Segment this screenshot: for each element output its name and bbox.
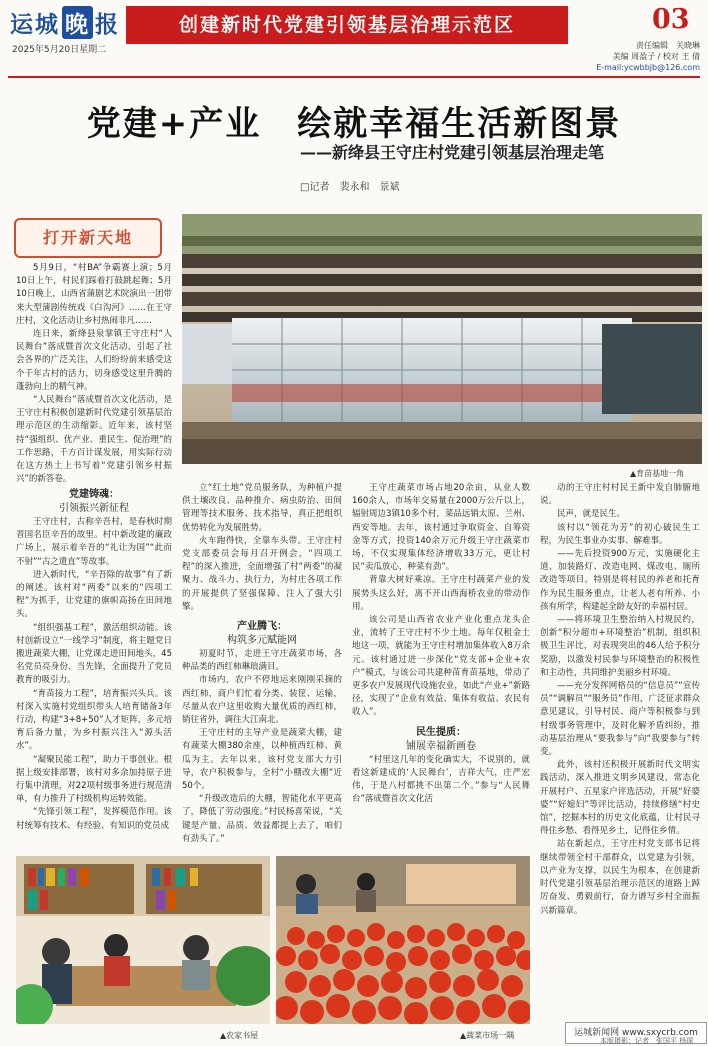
paragraph: 动的王守庄村村民王新中发自肺腑地说。 <box>540 483 700 507</box>
article-byline: □记者 裴永和 景斌 <box>300 182 400 193</box>
subheading: 民生提质： <box>416 726 466 738</box>
text-column <box>16 262 172 486</box>
paragraph: 该公司是山西省农业产业化重点龙头企业，流转了王守庄村不少土地。每年仅租金土地这一项，就能为王守庄村增加集体收入8万余元。该村通过进一步深化“党支部+企业+农户”模式，与该公司共建种苗育苗基地，带动了更多农户发展现代设施农业，如此“产业+”新路径，实现了“企业有效益、集体有收益、农民有收入”。 <box>352 615 530 718</box>
page-header <box>0 0 708 80</box>
paragraph: 王守庄村，古称辛吾村，是春秋时期晋国名臣辛吾的故里。村中新改建的廉政广场上，展示着辛吾的“礼让为国”“此而不射”“古之遗直”等故事。 <box>16 517 172 567</box>
paragraph: 连日来，新绛县泉掌镇王守庄村“人民舞台”落成暨首次文化活动，引起了社会各界的广泛关注，人们纷纷前来感受这个千年古村的活力，切身感受这里升腾的蓬勃向上的精气神。 <box>16 329 172 392</box>
header-rule <box>8 76 700 78</box>
credit-email[interactable]: E-mail:ycwbbjb@126.com <box>596 63 700 72</box>
masthead-part: 报 <box>95 11 120 38</box>
library-illustration <box>16 856 270 1024</box>
publication-date: 2025年5月20日星期二 <box>12 45 107 55</box>
paragraph: ——充分发挥网格员的“信息员”“宣传员”“调解员”“服务员”作用，广泛征求群众意见建议，引导村民、商户等积极参与到村级事务管理中，及时化解矛盾纠纷，推动基层治理从“要我参与”向“我要参与”转变。 <box>540 681 700 758</box>
page-number: 03 <box>652 4 690 35</box>
subheading: 党建铸魂： <box>69 489 119 500</box>
library-photo <box>16 856 270 1024</box>
photo-caption: ▲蔬菜市场一隅 <box>460 1031 515 1040</box>
paragraph: “先锋引领工程”，发挥模范作用。该村统筹有技术、有经验、有知识的党员成 <box>16 807 172 831</box>
paragraph: “组织强基工程”，激活组织动能。该村创新设立“一线学习”制度，将主题党日搬进蔬菜大棚，让党课走进田间地头，45名党员亮身份、当先锋，全面提升了党员教育的吸引力。 <box>16 622 172 686</box>
paragraph: 5月9日，“村BA”争霸赛上演；5月10日上午，村民们踩着打鼓跳起舞；5月10日晚上，山西省蒲剧艺术院演出一团带来大型蒲剧传统戏《白沟河》……在王守庄村，文化活动让乡村热闹非凡…… <box>16 263 172 326</box>
paragraph: “育苗接力工程”，培育振兴头兵。该村深入实施村党组织带头人培育储备3年行动，构建“3+8+50”人才矩阵，多元培育后备力量，为乡村振兴注入“源头活水”。 <box>16 688 172 752</box>
section-banner-text: 创建新时代党建引领基层治理示范区 <box>178 14 515 36</box>
article-subtitle: ——新绛县王守庄村党建引领基层治理走笔 <box>300 143 605 162</box>
subheading-sub: 构筑多元赋能网 <box>227 635 297 647</box>
paragraph: 民声，就是民生。 <box>557 509 626 520</box>
credit-editor: 责任编辑 关晓琳 <box>636 41 700 50</box>
paragraph: 该村以“领花为芳”的初心破民生工程，为民生事业办实事、解难事。 <box>540 522 700 546</box>
tomato-market-illustration <box>276 856 530 1024</box>
section-tag <box>14 218 162 258</box>
photo-credit-footer: 本版摄影：记者 张国平 杨琛 <box>600 1037 694 1045</box>
paragraph: 王守庄村的主导产业是蔬菜大棚，建有蔬菜大棚380余座，以种植西红柿、黄瓜为主。去年以来，该村党支部大力引导，农户积极参与，全村“小棚改大棚”近50个。 <box>182 728 342 792</box>
paragraph: “人民舞台”落成暨首次文化活动，是王守庄村积极创建新时代党建引领基层治理示范区的生动缩影。近年来，该村坚持“强组织、优产业、重民生、促治理”的工作思路，千方百计谋发展，用实际行动在这方热土上书写着“党建引领乡村振兴”的新答卷。 <box>16 395 172 485</box>
paragraph: ——先后投资900万元，实施硬化主道、加装路灯、改造电网、煤改电、厕所改造等项目。特别是将村民的养老和托育作为民生服务重点，让老人老有所养、小孩有所学，构建起全龄友好的幸福村居。 <box>540 549 700 612</box>
paragraph: 立“红土地”党员服务队，为种植户提供土壤改良、品种推介、病虫防治、田间管理等技术服务、技术指导，真正把组织优势转化为发展胜势。 <box>182 483 342 533</box>
paragraph: “凝聚民能工程”，助力干事创业。根据上级安排部署，该村对多余加持原子进行集中清理，对22项村级事务进行规范清单，有力推升了村级机构运转效能。 <box>16 754 172 805</box>
paragraph: 进入新时代，“辛吾除的故事”有了新的阐述。该村对“两委”以来的“四项工程”为抓手，让党建的旗帜高扬在田间地头。 <box>16 569 172 620</box>
section-tag-label: 打开新天地 <box>42 228 133 247</box>
credit-design: 美编 周盈子 / 校对 王 倩 <box>612 52 700 61</box>
paragraph: 此外，该村还积极开展新时代文明实践活动，深入推进文明乡风建设，常态化开展村户、五星家户评选活动，开展“好婆婆”“好媳妇”等评比活动，持续修缮“村史馆”，挖掘本村的历史文化底蕴，让村民寻得住乡愁、看得见乡土，记得住乡情。 <box>540 760 700 837</box>
paragraph: “村里这几年的变化确实大，不说别的，就看这新建成的‘人民舞台’，吉祥大气，庄严宏伟，于是八村都挑不出第二个。”参与“人民舞台”落成暨首次文化活 <box>352 754 530 805</box>
text-column <box>182 482 342 850</box>
article-title: 党建+产业 绘就幸福生活新图景 <box>86 104 622 144</box>
paragraph: 初夏时节，走进王守庄蔬菜市场，各种品类的西红柿琳琅满目。 <box>182 649 342 673</box>
editor-credits <box>596 40 700 73</box>
paragraph: 王守庄蔬菜市场占地20余亩，从业人数160余人，市场年交易量在2000万公斤以上，辐射周边3镇10多个村，菜品远销太原、兰州、西安等地。去年，该村通过争取资金、自筹资金等方式，投资140余万元升级王守庄蔬菜市场，不仅实现集体经济增收33万元，更让村民“卖瓜放心，种菜有劲”。 <box>352 483 530 573</box>
photo-caption: ▲育苗基地一角 <box>630 469 685 478</box>
paragraph: 市场内，农户不停地运来刚刚采摘的西红柿，商户们忙着分类、装筐、运输，尽量从农户这里收购大量优质的西红柿，销往省外，调往大江南北。 <box>182 675 342 726</box>
vegetable-market-photo <box>276 856 530 1024</box>
paragraph: ——将环境卫生整治纳入村规民约，创新“积分超市+环境整治”机制，组织积极卫生评比，对表现突出的46人给予积分奖励，以激发村民参与环境整治的积极性和主动性，共同维护美丽乡村环境。 <box>540 615 700 678</box>
subheading-sub: 铺展幸福新画卷 <box>406 740 476 752</box>
paragraph: 火车跑得快，全靠车头带。王守庄村党支部委员会每月召开例会，“四项工程”的深入推进，全面增强了村“两委”的凝聚力、战斗力、执行力，为村庄各项工作的开展提供了坚强保障、注入了强大引擎。 <box>182 535 342 612</box>
text-column <box>16 482 172 850</box>
paragraph: “升级改造后的大棚，智能化水平更高了，降低了劳动强度。”村民杨喜荣说，“关键是产量、品质、效益都提上去了，咱们有劲头了。” <box>182 794 342 844</box>
text-column <box>540 482 700 1020</box>
greenhouse-illustration <box>182 214 702 464</box>
newspaper-masthead <box>10 6 120 39</box>
photo-caption: ▲农家书屋 <box>220 1031 259 1040</box>
paragraph: 背靠大树好乘凉。王守庄村蔬菜产业的发展势头这么好，离不开山西海桥农业的带动作用。 <box>352 575 530 612</box>
masthead-part: 运城 <box>10 11 60 38</box>
paragraph: 站在新起点，王守庄村党支部书记将继续带领全村干部群众，以党建为引领，以产业为支撑，以民生为根本，在创建新时代党建引领基层治理示范区的道路上踔厉奋发、勇毅前行，奋力谱写乡村全面振兴新篇章。 <box>540 839 700 916</box>
text-column <box>352 482 530 850</box>
subheading: 产业腾飞： <box>237 621 287 633</box>
subheading-sub: 引领振兴新征程 <box>59 503 129 514</box>
site-watermark: 运城新闻网 www.sxycrb.com <box>565 1022 707 1044</box>
masthead-seal: 晚 <box>62 6 93 39</box>
greenhouse-photo <box>182 214 702 464</box>
section-banner <box>126 6 568 44</box>
